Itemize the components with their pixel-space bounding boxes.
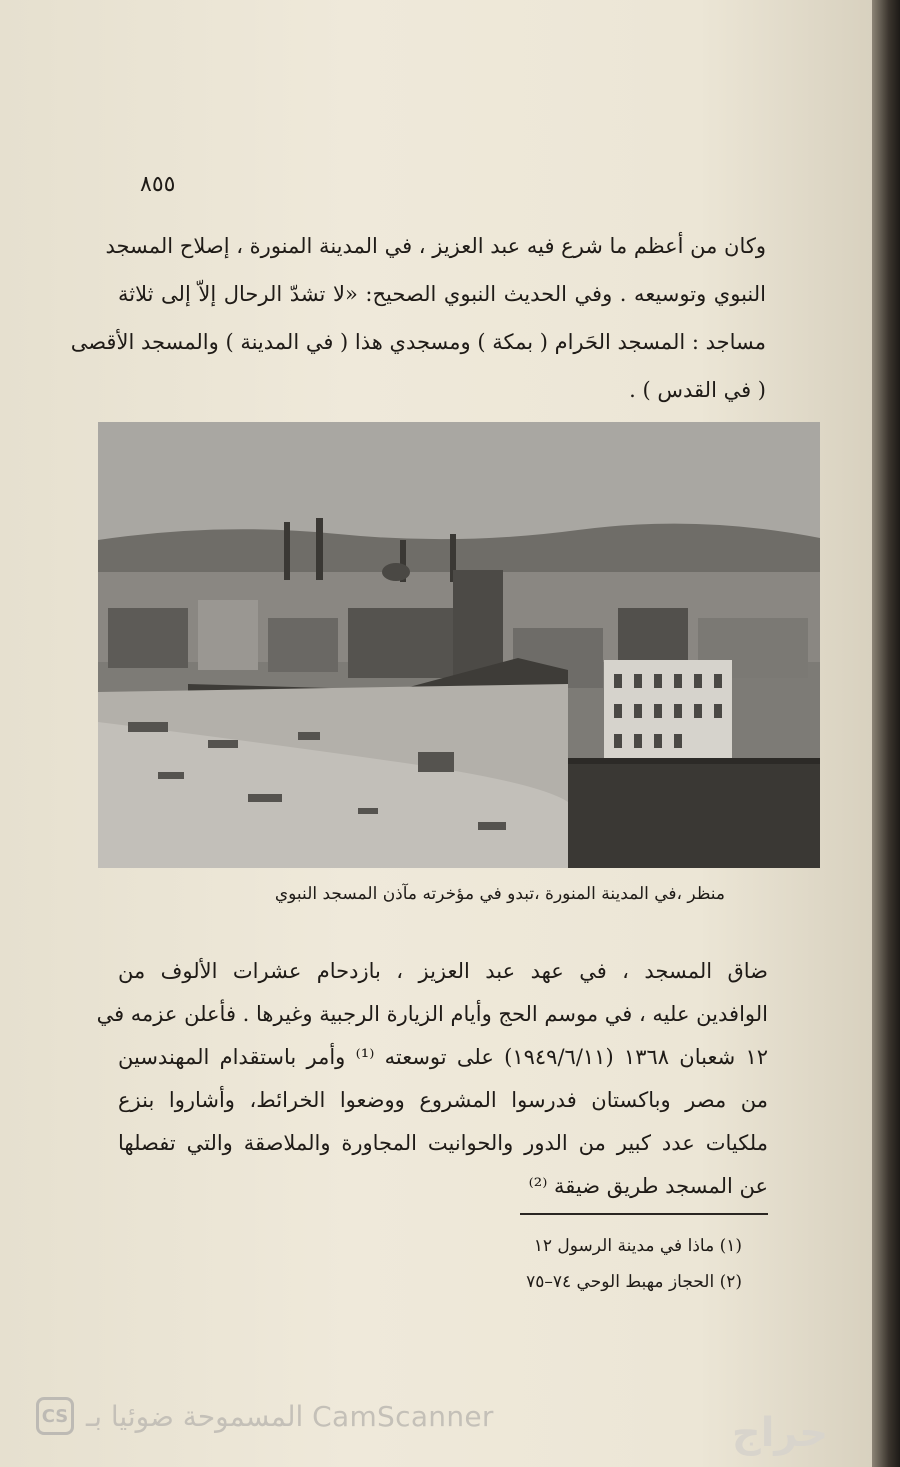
paragraph-1-line: النبوي وتوسيعه . وفي الحديث النبوي الصحيح: «لا تشدّ الرحال إلاّ إلى ثلاثة [118,282,766,306]
photo-caption: منظر ،في المدينة المنورة ،تبدو في مؤخرته مآذن المسجد النبوي [274,884,725,904]
page-number: ٨٥٥ [140,172,176,197]
book-spine-shadow [872,0,900,1467]
paragraph-2-line: ١٢ شعبان ١٣٦٨ (١٩٤٩/٦/١١) على توسعته ⁽¹⁾ وأمر باستقدام المهندسين [118,1045,769,1069]
haraj-logo-text: حراج [731,1410,829,1456]
paragraph-2-line: الوافدين عليه ، في موسم الحج وأيام الزيارة الرجبية وغيرها . فأعلن عزمه في [96,1002,768,1026]
paragraph-1 [70,222,766,414]
camscanner-watermark-text: المسموحة ضوئيا بـ CamScanner [86,1399,494,1433]
footnote-2: (٢) الحجاز مهبط الوحي ٧٤–٧٥ [526,1272,742,1292]
madinah-photo [98,422,820,868]
madinah-photo-illustration [98,422,820,868]
footnote-1: (١) ماذا في مدينة الرسول ١٢ [533,1236,742,1256]
paragraph-1-line: وكان من أعظم ما شرع فيه عبد العزيز ، في المدينة المنورة ، إصلاح المسجد [105,234,766,258]
paragraph-2-line: ملكيات عدد كبير من الدور والحوانيت المجاورة والملاصقة والتي تفصلها [118,1131,768,1155]
footnotes [380,1228,742,1300]
paragraph-1-line: ( في القدس ) . [629,378,766,402]
footnote-divider [520,1213,768,1215]
paragraph-2-line: ضاق المسجد ، في عهد عبد العزيز ، بازدحام عشرات الألوف من [118,959,769,983]
camscanner-logo-icon: CS [36,1397,74,1435]
camscanner-watermark [36,1394,494,1438]
paragraph-1-line: مساجد : المسجد الحَرام ( بمكة ) ومسجدي هذا ( في المدينة ) والمسجد الأقصى [70,330,766,354]
haraj-logo-icon [668,1404,892,1462]
paragraph-2-line: عن المسجد طريق ضيقة ⁽²⁾ [528,1174,768,1198]
paragraph-2 [96,950,769,1208]
paragraph-2-line: من مصر وباكستان فدرسوا المشروع ووضعوا الخرائط، وأشاروا بنزع [118,1088,768,1112]
